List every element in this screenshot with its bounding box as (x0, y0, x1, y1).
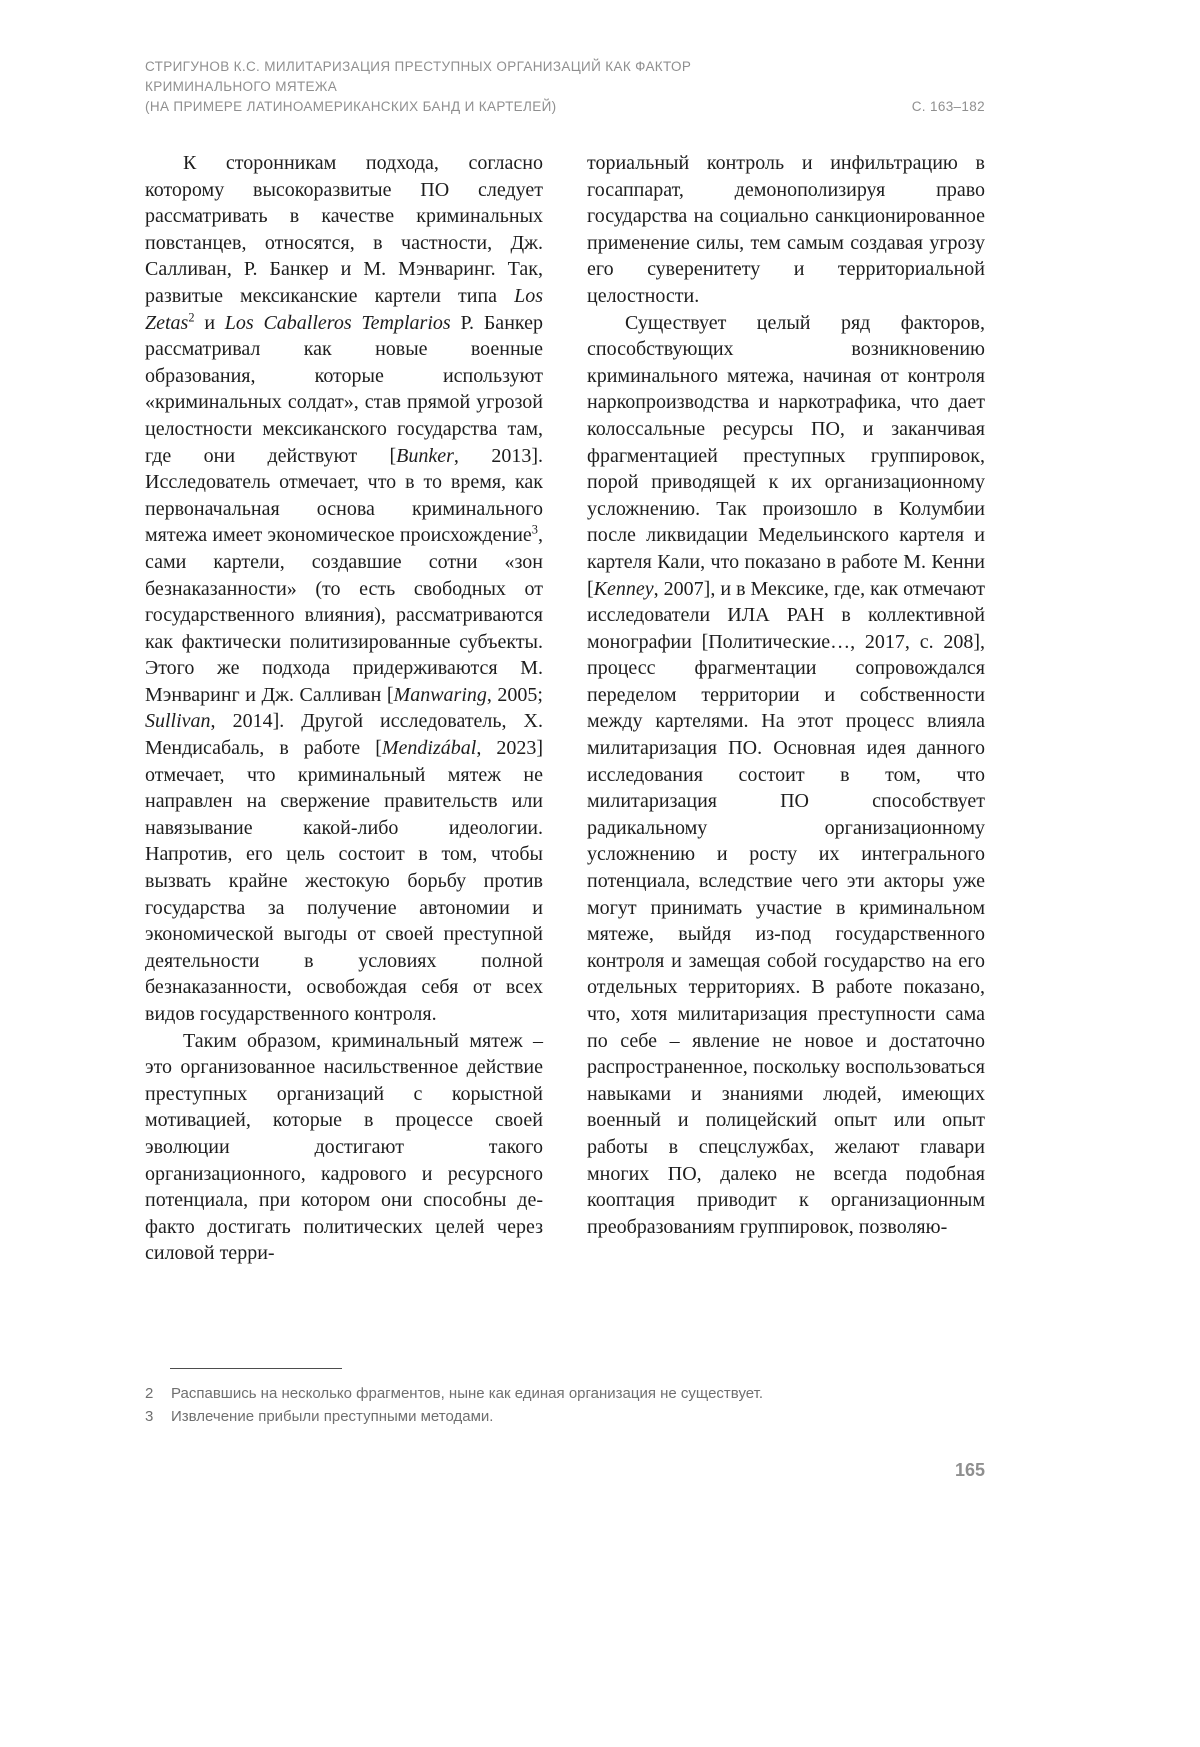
article-body (145, 150, 985, 1267)
column-left (145, 150, 543, 1267)
paragraph-right-1: ториальный контроль и инфильтрацию в госаппарат, демонополизируя право государства на социально санкционированное применение силы, тем самым создавая угрозу его суверенитету и территориальной целостности. (587, 152, 985, 307)
footnotes (145, 1368, 985, 1428)
footnote-number: 3 (145, 1408, 154, 1425)
footnote-number: 2 (145, 1385, 154, 1402)
footnote-2 (145, 1382, 985, 1405)
footnote-text: Извлечение прибыли преступными методами. (171, 1408, 494, 1425)
paragraph-left-2: Таким образом, криминальный мятеж – это организованное насильственное действие преступных организаций с корыстной мотивацией, которые в процессе своей эволюции достигают такого организационного, кадрового и ресурсного потенциала, при котором они способны де-факто достигать политических целей через силовой терри- (145, 1029, 543, 1265)
footnote-3 (145, 1405, 985, 1428)
running-head-title (145, 57, 805, 117)
page-number: 165 (954, 1460, 985, 1480)
running-head (145, 57, 985, 117)
paragraph-left-1: К сторонникам подхода, согласно которому высокоразвитые ПО следует рассматривать в качестве криминальных повстанцев, относятся, в частности, Дж. Салливан, Р. Банкер и М. Мэнваринг. Так, развитые мексиканские картели типа Los Zetas$^2$ и Los Caballeros Templarios Р. Банкер рассматривал как новые военные образования, которые используют «криминальных солдат», став прямой угрозой целостности мексиканского государства там, где они действуют [Bunker, 2013]. Исследователь отмечает, что в то время, как первоначальная основа криминального мятежа имеет экономическое происхождение$^3$, сами картели, создавшие сотни «зон безнаказанности» (то есть свободных от государственного влияния), рассматриваются как фактически политизированные субъекты. Этого же подхода придерживаются М. Мэнваринг и Дж. Салливан [Manwaring, 2005; Sullivan, 2014]. Другой исследователь, Х. Мендисабаль, в работе [Mendizábal, 2023] отмечает, что криминальный мятеж не направлен на свержение правительств или навязывание какой-либо идеологии. Напротив, его цель состоит в том, чтобы вызвать крайне жестокую борьбу против государства за получение автономии и экономической выгоды от своей преступной деятельности в условиях полной безнаказанности, освобождая себя от всех видов государственного контроля. (145, 152, 543, 1025)
footnote-separator (170, 1368, 342, 1369)
running-head-pages: С. 163–182 (911, 99, 985, 114)
footnote-text: Распавшись на несколько фрагментов, ныне как единая организация не существует. (171, 1385, 763, 1402)
paragraph-right-2: Существует целый ряд факторов, способствующих возникновению криминального мятежа, начиная от контроля наркопроизводства и наркотрафика, что дает колоссальные ресурсы ПО, и заканчивая фрагментацией преступных группировок, порой приводящей к их организационному усложнению. Так произошло в Колумбии после ликвидации Медельинского картеля и картеля Кали, что показано в работе М. Кенни [Kenney, 2007], и в Мексике, где, как отмечают исследователи ИЛА РАН в коллективной монографии [Политические…, 2017, с. 208], процесс фрагментации сопровождался переделом территории и собственности между картелями. На этот процесс влияла милитаризация ПО. Основная идея данного исследования состоит в том, что милитаризация ПО способствует радикальному организационному усложнению и росту их интегрального потенциала, вследствие чего эти акторы уже могут принимать участие в криминальном мятеже, выйдя из-под государственного контроля и замещая собой государство на его отдельных территориях. В работе показано, что, хотя милитаризация преступности сама по себе – явление не новое и достаточно распространенное, поскольку воспользоваться навыками и знаниями людей, имеющих военный и полицейский опыт или опыт работы в спецслужбах, желают главари многих ПО, далеко не всегда подобная кооптация приводит к организационным преобразованиям группировок, позволяю- (587, 311, 985, 1238)
running-head-line2: (НА ПРИМЕРЕ ЛАТИНОАМЕРИКАНСКИХ БАНД И КАРТЕЛЕЙ) (145, 99, 557, 114)
column-right (587, 150, 985, 1267)
running-head-line1: СТРИГУНОВ К.С. МИЛИТАРИЗАЦИЯ ПРЕСТУПНЫХ ОРГАНИЗАЦИЙ КАК ФАКТОР КРИМИНАЛЬНОГО МЯТЕЖА (145, 59, 692, 94)
